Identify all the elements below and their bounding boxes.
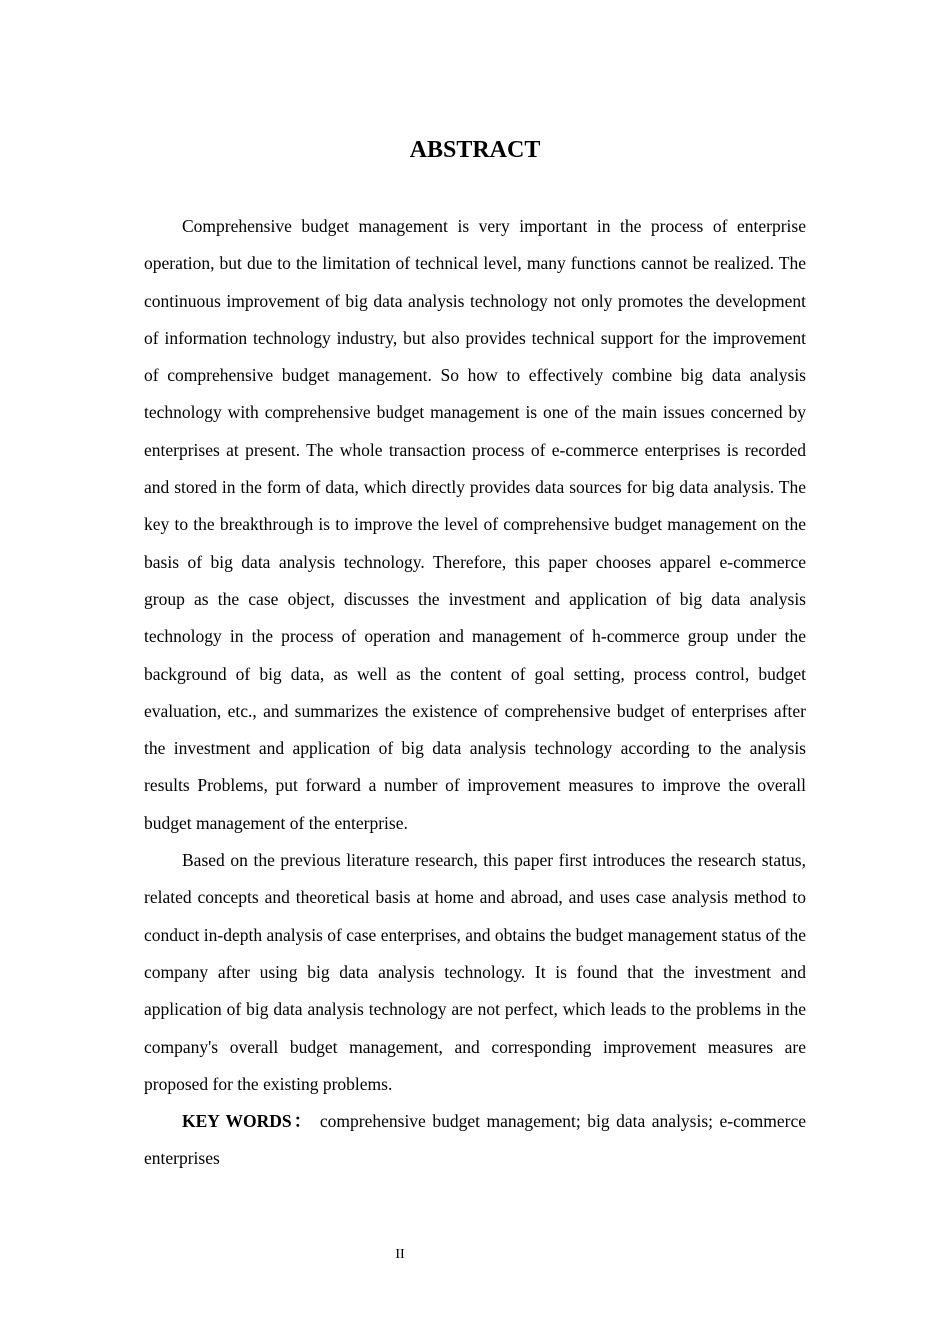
page-number: II [395,1247,405,1262]
abstract-title: ABSTRACT [409,137,541,163]
keywords-label: KEY WORDS： [182,1111,314,1132]
keywords-paragraph [144,1103,806,1178]
keywords-text: comprehensive budget management; big data analysis; e-commerce enterprises [144,1111,807,1169]
abstract-paragraph-1: Comprehensive budget management is very important in the process of enterprise operation, but due to the limitation of technical level, many functions cannot be realized. The continuous improvement of big data analysis technology not only promotes the development of information technology industry, but also provides technical support for the improvement of comprehensive budget management. So how to effectively combine big data analysis technology with comprehensive budget management is one of the main issues concerned by enterprises at present. The whole transaction process of e-commerce enterprises is recorded and stored in the form of data, which directly provides data sources for big data analysis. The key to the breakthrough is to improve the level of comprehensive budget management on the basis of big data analysis technology. Therefore, this paper chooses apparel e-commerce group as the case object, discusses the investment and application of big data analysis technology in the process of operation and management of h-commerce group under the background of big data, as well as the content of goal setting, process control, budget evaluation, etc., and summarizes the existence of comprehensive budget of enterprises after the investment and application of big data analysis technology according to the analysis results Problems, put forward a number of improvement measures to improve the overall budget management of the enterprise. [144,216,806,833]
abstract-paragraph-2: Based on the previous literature research, this paper first introduces the research status, related concepts and theoretical basis at home and abroad, and uses case analysis method to conduct in-depth analysis of case enterprises, and obtains the budget management status of the company after using big data analysis technology. It is found that the investment and application of big data analysis technology are not perfect, which leads to the problems in the company's overall budget management, and corresponding improvement measures are proposed for the existing problems. [144,850,806,1094]
abstract-body [144,208,806,1178]
